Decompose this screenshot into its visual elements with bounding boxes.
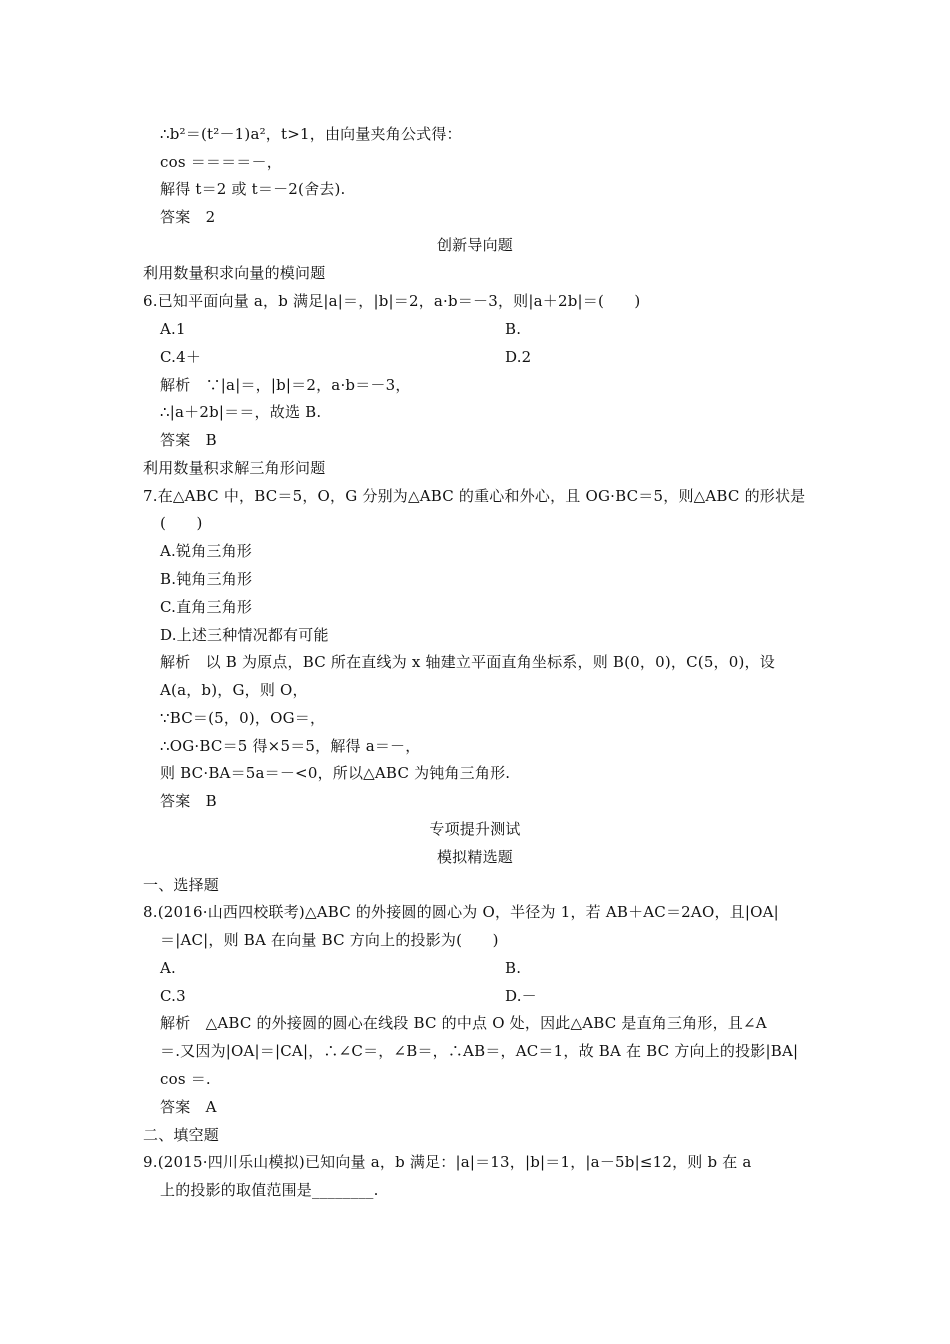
solution-line: ∵BC＝(5，0)，OG＝， — [160, 709, 326, 727]
part-heading: 一、选择题 — [143, 876, 220, 894]
solution-line: 解析 △ABC 的外接圆的圆心在线段 BC 的中点 O 处，因此△ABC 是直角三角形，且∠A — [160, 1014, 767, 1032]
answer-line: 答案 B — [160, 792, 217, 810]
solution-line: ∴|a＋2b|＝＝，故选 B. — [160, 403, 322, 421]
option-b: B. — [505, 320, 522, 338]
option-b: B.钝角三角形 — [160, 570, 253, 588]
section-subheading: 模拟精选题 — [436, 848, 513, 866]
topic-heading: 利用数量积求向量的模问题 — [143, 264, 326, 282]
option-a: A. — [160, 959, 177, 977]
solution-line: ∴b²＝(t²－1)a²，t>1，由向量夹角公式得： — [160, 125, 462, 143]
question-6: 6.已知平面向量 a，b 满足|a|＝，|b|＝2，a·b＝－3，则|a＋2b|＝( ) — [143, 292, 641, 310]
solution-line: ＝.又因为|OA|＝|CA|，∴∠C＝，∠B＝，∴AB＝，AC＝1，故 BA 在 BC 方向上的投影|BA| — [160, 1042, 799, 1060]
option-c: C.直角三角形 — [160, 598, 253, 616]
section-heading: 专项提升测试 — [429, 820, 521, 838]
option-d: D.－ — [505, 987, 537, 1005]
answer-line: 答案 A — [160, 1098, 217, 1116]
part-heading: 二、填空题 — [143, 1126, 220, 1144]
option-c: C.4＋ — [160, 348, 202, 366]
section-heading: 创新导向题 — [436, 236, 513, 254]
solution-line: 则 BC·BA＝5a＝－<0，所以△ABC 为钝角三角形. — [160, 764, 511, 782]
solution-line: ∴OG·BC＝5 得×5＝5，解得 a＝－， — [160, 737, 421, 755]
answer-line: 答案 2 — [160, 208, 216, 226]
question-8-cont: ＝|AC|，则 BA 在向量 BC 方向上的投影为( ) — [160, 931, 499, 949]
question-7-blank: ( ) — [160, 514, 203, 532]
option-d: D.上述三种情况都有可能 — [160, 626, 329, 644]
question-9: 9.(2015·四川乐山模拟)已知向量 a，b 满足：|a|＝13，|b|＝1，|a－5b|≤12，则 b 在 a — [143, 1153, 752, 1171]
solution-line: 解析 ∵|a|＝，|b|＝2，a·b＝－3， — [160, 376, 411, 394]
option-c: C.3 — [160, 987, 186, 1005]
solution-line: A(a，b)，G，则 O， — [160, 681, 308, 699]
answer-line: 答案 B — [160, 431, 217, 449]
option-b: B. — [505, 959, 522, 977]
option-a: A.1 — [160, 320, 186, 338]
option-a: A.锐角三角形 — [160, 542, 253, 560]
solution-line: 解得 t＝2 或 t＝－2(舍去). — [160, 180, 346, 198]
solution-line: cos ＝. — [160, 1070, 211, 1088]
question-9-cont: 上的投影的取值范围是________. — [160, 1181, 379, 1199]
question-7: 7.在△ABC 中，BC＝5，O，G 分别为△ABC 的重心和外心，且 OG·BC＝5，则△ABC 的形状是 — [143, 487, 806, 505]
option-d: D.2 — [505, 348, 532, 366]
question-8: 8.(2016·山西四校联考)△ABC 的外接圆的圆心为 O，半径为 1，若 AB＋AC＝2AO，且|OA| — [143, 903, 779, 921]
solution-line: cos ＝＝＝＝－， — [160, 153, 282, 171]
topic-heading: 利用数量积求解三角形问题 — [143, 459, 326, 477]
solution-line: 解析 以 B 为原点，BC 所在直线为 x 轴建立平面直角坐标系，则 B(0，0)，C(5，0)，设 — [160, 653, 775, 671]
